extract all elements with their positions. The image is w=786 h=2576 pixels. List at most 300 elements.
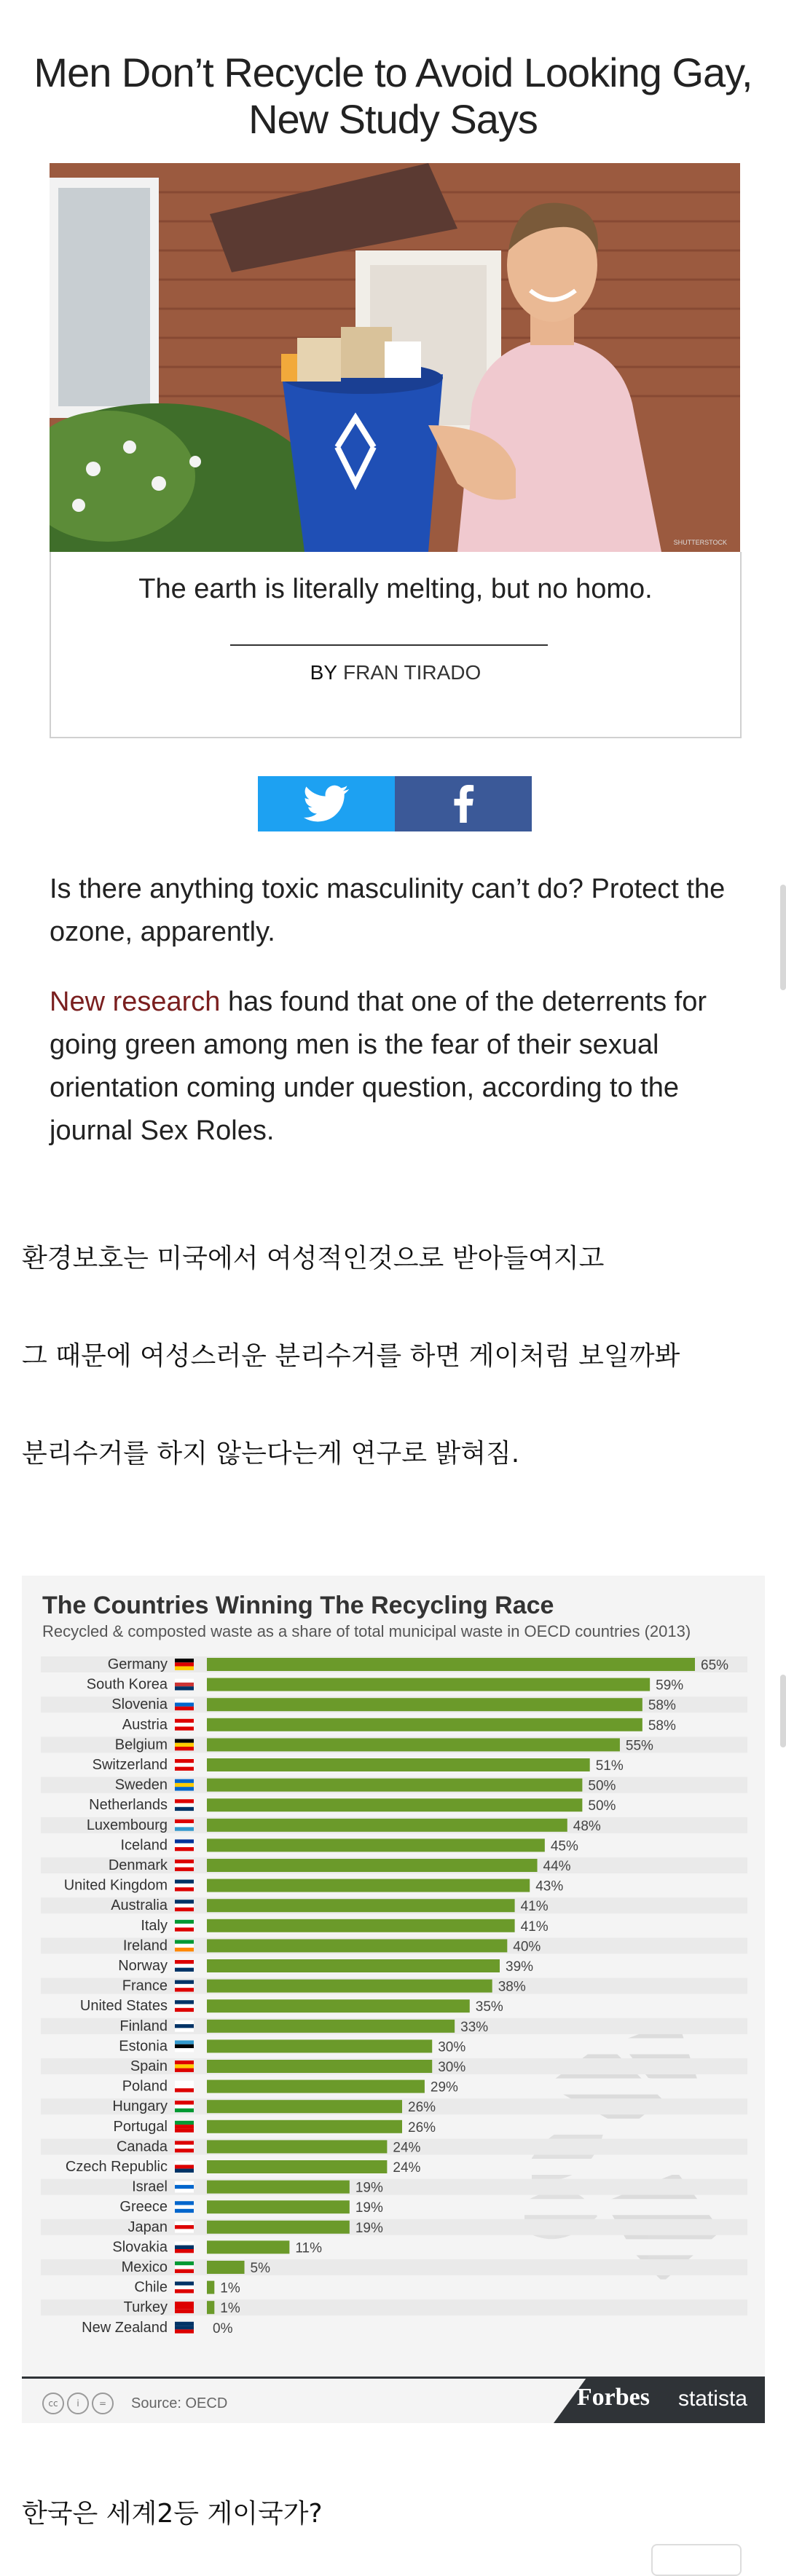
flag-stripe	[175, 2088, 194, 2092]
chart-value-label: 45%	[550, 1838, 578, 1854]
chart-value-label: 0%	[213, 2320, 233, 2336]
flag-stripe	[175, 1968, 194, 1972]
chart-value-label: 58%	[648, 1718, 676, 1734]
article-paragraph-2	[50, 981, 742, 1153]
country-flag-icon	[175, 1679, 194, 1691]
chart-bar	[207, 1678, 650, 1691]
flag-stripe	[175, 2004, 194, 2008]
flag-stripe	[175, 1807, 194, 1811]
chart-row	[41, 1998, 747, 2015]
chart-bar	[207, 1899, 515, 1912]
chart-category-label: Denmark	[108, 1857, 168, 1873]
flag-stripe	[175, 2064, 194, 2068]
flag-stripe	[175, 1868, 194, 1871]
country-flag-icon	[175, 1699, 194, 1710]
chart-category-label: Turkey	[123, 2299, 168, 2316]
flag-stripe	[175, 1920, 194, 1924]
comment-line-3: 분리수거를 하지 않는다는게 연구로 밝혀짐.	[22, 1439, 520, 1469]
chart-bar	[207, 2080, 425, 2093]
country-flag-icon	[175, 1779, 194, 1791]
country-flag-icon	[175, 2061, 194, 2072]
chart-bar	[207, 2020, 455, 2033]
chart-row	[41, 1817, 747, 1834]
flag-stripe	[175, 1779, 194, 1783]
flag-stripe	[175, 2225, 194, 2229]
chart-category-label: Germany	[107, 1656, 168, 1672]
flag-stripe	[175, 1908, 194, 1911]
flag-stripe	[175, 2201, 194, 2205]
byline-prefix: BY	[310, 661, 338, 684]
chart-row	[41, 1958, 747, 1975]
flag-stripe	[175, 2261, 194, 2265]
chart-category-label: Luxembourg	[86, 1817, 168, 1833]
flag-stripe	[175, 1763, 194, 1766]
chart-row	[41, 1857, 747, 1874]
chart-row	[41, 2159, 747, 2176]
flag-stripe	[175, 1659, 194, 1662]
country-flag-icon	[175, 1739, 194, 1750]
flag-stripe	[175, 1904, 194, 1908]
flag-stripe	[175, 1723, 194, 1726]
flag-stripe	[175, 2121, 194, 2125]
chart-value-label: 11%	[295, 2240, 323, 2256]
chart-value-label: 33%	[460, 2019, 489, 2035]
flag-stripe	[175, 2020, 194, 2024]
scroll-indicator-2[interactable]	[780, 1675, 786, 1747]
flag-stripe	[175, 2265, 194, 2269]
chart-bar	[207, 1718, 642, 1731]
flag-stripe	[175, 2149, 194, 2152]
flag-stripe	[175, 1699, 194, 1702]
chart-row	[41, 2259, 747, 2276]
flag-stripe	[175, 2289, 194, 2293]
chart-bar	[207, 1838, 545, 1852]
country-flag-icon	[175, 1960, 194, 1972]
flag-stripe	[175, 1924, 194, 1927]
facebook-share-button[interactable]	[395, 776, 532, 831]
flag-stripe	[175, 2105, 194, 2109]
chart-category-label: Slovakia	[112, 2239, 168, 2256]
chart-category-label: Mexico	[121, 2259, 168, 2275]
chart-row	[41, 2280, 747, 2296]
chart-bar	[207, 1658, 695, 1671]
flag-stripe	[175, 2326, 194, 2329]
chart-value-label: 48%	[573, 1818, 601, 1834]
flag-stripe	[175, 2169, 194, 2173]
chart-value-label: 50%	[588, 1798, 616, 1814]
chart-row	[41, 2119, 747, 2136]
flag-stripe	[175, 2024, 194, 2028]
chart-row	[41, 2018, 747, 2035]
flag-stripe	[175, 1900, 194, 1903]
chart-subtitle: Recycled & composted waste as a share of total municipal waste in OECD countries (2013)	[42, 1622, 691, 1640]
chart-row	[41, 1978, 747, 1995]
country-flag-icon	[175, 1900, 194, 1911]
chart-category-label: Finland	[119, 2018, 168, 2034]
country-flag-icon	[175, 2322, 194, 2334]
chart-bar	[207, 2120, 402, 2133]
chart-source: Source: OECD	[131, 2395, 228, 2411]
chart-row	[41, 2219, 747, 2236]
flag-stripe	[175, 1827, 194, 1830]
comment-line-2: 그 때문에 여성스러운 분리수거를 하면 게이처럼 보일까봐	[22, 1341, 680, 1371]
chart-bar	[207, 1738, 620, 1751]
flag-stripe	[175, 1667, 194, 1670]
chart-bar	[207, 1939, 507, 1952]
chart-bar	[207, 1919, 515, 1932]
flag-stripe	[175, 1767, 194, 1771]
chart-row	[41, 1777, 747, 1794]
chart-value-label: 1%	[220, 2280, 240, 2296]
chart-category-label: United States	[79, 1998, 168, 2015]
chart-bar	[207, 1758, 590, 1771]
flag-stripe	[175, 2048, 194, 2052]
chart-row	[41, 1737, 747, 1753]
scroll-indicator[interactable]	[780, 885, 786, 990]
chart-category-label: Sweden	[114, 1777, 168, 1793]
flag-stripe	[175, 2221, 194, 2225]
country-flag-icon	[175, 1759, 194, 1771]
chart-title: The Countries Winning The Recycling Race	[42, 1592, 554, 1619]
country-flag-icon	[175, 1860, 194, 1871]
chart-category-label: Austria	[122, 1716, 168, 1733]
no-derivatives-icon: =	[92, 2393, 114, 2414]
chart-row	[41, 1797, 747, 1814]
chart-row	[41, 2299, 747, 2316]
flag-stripe	[175, 1860, 194, 1863]
flag-stripe	[175, 2302, 194, 2305]
flag-stripe	[175, 1884, 194, 1887]
chart-bar	[207, 2039, 432, 2052]
flag-stripe	[175, 1719, 194, 1723]
chart-value-label: 58%	[648, 1698, 676, 1714]
byline	[51, 661, 740, 684]
flag-stripe	[175, 2245, 194, 2249]
flag-stripe	[175, 2165, 194, 2168]
flag-stripe	[175, 1799, 194, 1803]
chart-row	[41, 1918, 747, 1935]
chart-value-label: 51%	[595, 1758, 624, 1774]
country-flag-icon	[175, 2282, 194, 2293]
chart-row	[41, 2199, 747, 2216]
chart-value-label: 38%	[498, 1979, 526, 1995]
flag-stripe	[175, 1662, 194, 1666]
chart-category-label: Netherlands	[89, 1797, 168, 1814]
more-button[interactable]	[651, 2544, 742, 2576]
twitter-bird-icon	[303, 785, 350, 823]
flag-stripe	[175, 1980, 194, 1984]
chart-value-label: 19%	[355, 2200, 383, 2216]
chart-bar	[207, 2221, 350, 2234]
chart-category-label: Canada	[116, 2138, 168, 2155]
flag-stripe	[175, 2185, 194, 2189]
flag-stripe	[175, 2285, 194, 2289]
flag-stripe	[175, 2040, 194, 2044]
chart-row	[41, 1837, 747, 1854]
chart-row	[41, 2239, 747, 2256]
byline-divider	[230, 644, 548, 646]
chart-category-label: United Kingdom	[63, 1877, 168, 1894]
flag-stripe	[175, 1863, 194, 1867]
flag-stripe	[175, 2306, 194, 2310]
new-research-link[interactable]: New research	[50, 987, 221, 1017]
flag-stripe	[175, 1844, 194, 1847]
country-flag-icon	[175, 1839, 194, 1851]
flag-stripe	[175, 2141, 194, 2144]
chart-bar	[207, 2261, 245, 2274]
flag-stripe	[175, 2008, 194, 2012]
flag-stripe	[175, 2109, 194, 2112]
country-flag-icon	[175, 2121, 194, 2133]
chart-category-label: Belgium	[114, 1737, 168, 1753]
country-flag-icon	[175, 2101, 194, 2112]
country-flag-icon	[175, 2221, 194, 2233]
flag-stripe	[175, 1787, 194, 1790]
flag-stripe	[175, 1679, 194, 1683]
chart-bar	[207, 2200, 350, 2213]
chart-bar	[207, 1959, 500, 1972]
chart-value-label: 29%	[430, 2079, 458, 2095]
chart-value-label: 43%	[535, 1878, 564, 1895]
chart-value-label: 59%	[656, 1678, 684, 1694]
chart-value-label: 26%	[408, 2119, 436, 2136]
flag-stripe	[175, 1703, 194, 1707]
flag-stripe	[175, 1743, 194, 1747]
flag-stripe	[175, 1964, 194, 1967]
flag-stripe	[175, 2044, 194, 2048]
flag-stripe	[175, 2229, 194, 2232]
chart-bar	[207, 2240, 289, 2253]
chart-value-label: 24%	[393, 2160, 421, 2176]
chart-row	[41, 1878, 747, 1895]
article-subhead: The earth is literally melting, but no homo.	[138, 574, 653, 604]
country-flag-icon	[175, 1980, 194, 1992]
flag-stripe	[175, 1683, 194, 1686]
country-flag-icon	[175, 1920, 194, 1932]
chart-category-label: Israel	[132, 2178, 168, 2195]
flag-stripe	[175, 1707, 194, 1710]
country-flag-icon	[175, 1880, 194, 1892]
flag-stripe	[175, 2310, 194, 2313]
article-headline	[0, 50, 786, 143]
flag-stripe	[175, 1820, 194, 1823]
chart-value-label: 30%	[438, 2060, 466, 2075]
country-flag-icon	[175, 2302, 194, 2313]
flag-stripe	[175, 1927, 194, 1931]
chart-row	[41, 2079, 747, 2095]
chart-row	[41, 1696, 747, 1713]
chart-bar	[207, 2181, 350, 2194]
chart-bar	[207, 2301, 214, 2314]
chart-row	[41, 2320, 747, 2336]
country-flag-icon	[175, 1820, 194, 1831]
country-flag-icon	[175, 2000, 194, 2012]
chart-value-label: 41%	[520, 1899, 549, 1915]
chart-row	[41, 1677, 747, 1694]
country-flag-icon	[175, 2040, 194, 2052]
chart-row	[41, 2179, 747, 2196]
headline-line-2: New Study Says	[248, 96, 538, 142]
chart-bar	[207, 2140, 387, 2153]
flag-stripe	[175, 1960, 194, 1964]
flag-stripe	[175, 1887, 194, 1891]
country-flag-icon	[175, 1940, 194, 1951]
chart-value-label: 44%	[543, 1859, 571, 1874]
chart-category-label: Iceland	[120, 1837, 168, 1854]
chart-bar	[207, 2100, 402, 2113]
chart-value-label: 24%	[393, 2140, 421, 2156]
flag-stripe	[175, 2329, 194, 2333]
chart-category-label: Ireland	[122, 1937, 168, 1954]
chart-category-label: France	[122, 1978, 168, 1994]
chart-value-label: 40%	[513, 1939, 541, 1955]
flag-stripe	[175, 2125, 194, 2128]
comment-line-1: 환경보호는 미국에서 여성적인것으로 받아들여지고	[22, 1244, 605, 1273]
author-name[interactable]: FRAN TIRADO	[343, 661, 482, 684]
chart-footer	[22, 2377, 765, 2423]
country-flag-icon	[175, 2181, 194, 2193]
flag-stripe	[175, 2209, 194, 2213]
chart-category-label: New Zealand	[82, 2319, 168, 2336]
chart-plot	[22, 1576, 765, 2377]
flag-stripe	[175, 2249, 194, 2253]
chart-value-label: 39%	[506, 1959, 534, 1975]
flag-stripe	[175, 2101, 194, 2104]
flag-stripe	[175, 2181, 194, 2185]
chart-row	[41, 2058, 747, 2075]
chart-bar	[207, 1698, 642, 1711]
chart-row	[41, 1717, 747, 1734]
comment-line-4: 한국은 세계2등 게이국가?	[22, 2499, 323, 2529]
flag-stripe	[175, 2322, 194, 2326]
chart-value-label: 30%	[438, 2039, 466, 2055]
chart-category-label: Slovenia	[111, 1696, 168, 1713]
chart-bar	[207, 1859, 538, 1872]
article-paragraph-1: Is there anything toxic masculinity can’t do? Protect the ozone, apparently.	[50, 874, 726, 947]
country-flag-icon	[175, 1659, 194, 1670]
country-flag-icon	[175, 1719, 194, 1731]
chart-category-label: South Korea	[86, 1676, 168, 1693]
flag-stripe	[175, 2282, 194, 2285]
flag-stripe	[175, 1726, 194, 1730]
chart-category-label: Switzerland	[92, 1757, 168, 1773]
country-flag-icon	[175, 2081, 194, 2093]
country-flag-icon	[175, 2161, 194, 2173]
flag-stripe	[175, 1948, 194, 1951]
flag-stripe	[175, 2189, 194, 2192]
recycling-chart	[22, 1576, 765, 2423]
chart-category-label: Greece	[119, 2199, 168, 2216]
country-flag-icon	[175, 2241, 194, 2253]
flag-stripe	[175, 1759, 194, 1763]
chart-bar	[207, 1980, 492, 1993]
chart-row	[41, 1897, 747, 1914]
flag-stripe	[175, 2028, 194, 2031]
flag-stripe	[175, 1803, 194, 1807]
flag-stripe	[175, 2085, 194, 2088]
chart-category-label: Czech Republic	[65, 2159, 168, 2175]
flag-stripe	[175, 1847, 194, 1851]
twitter-share-button[interactable]	[258, 776, 395, 831]
chart-bar	[207, 1999, 470, 2012]
flag-stripe	[175, 1747, 194, 1750]
flag-stripe	[175, 2069, 194, 2072]
chart-category-label: Spain	[130, 2058, 168, 2074]
paragraph-2-text: has found that one of the deterrents for going green among men is the fear of their sexual orientation coming under question, according to the journal Sex Roles.	[50, 987, 707, 1146]
flag-stripe	[175, 2145, 194, 2149]
chart-bar	[207, 1779, 582, 1792]
caption-card	[50, 552, 742, 738]
chart-row	[41, 1937, 747, 1954]
chart-bar	[207, 1798, 582, 1812]
flag-stripe	[175, 1988, 194, 1991]
chart-value-label: 35%	[475, 1999, 503, 2015]
chart-category-label: Poland	[122, 2078, 168, 2095]
chart-value-label: 55%	[625, 1738, 653, 1754]
cc-license-icon: cc	[42, 2393, 64, 2414]
chart-bar	[207, 1879, 530, 1892]
flag-stripe	[175, 1940, 194, 1943]
facebook-f-icon	[452, 785, 474, 823]
flag-stripe	[175, 1783, 194, 1787]
chart-row	[41, 1757, 747, 1774]
country-flag-icon	[175, 1799, 194, 1811]
attribution-icon: i	[67, 2393, 89, 2414]
photo-credit: SHUTTERSTOCK	[673, 539, 727, 546]
flag-stripe	[175, 2061, 194, 2064]
chart-category-label: Italy	[141, 1917, 168, 1934]
flag-stripe	[175, 1739, 194, 1742]
flag-stripe	[175, 1823, 194, 1827]
chart-bar	[207, 2060, 432, 2073]
flag-stripe	[175, 1839, 194, 1843]
chart-bar	[207, 2281, 214, 2294]
flag-stripe	[175, 2000, 194, 2004]
chart-value-label: 19%	[355, 2180, 383, 2196]
chart-value-label: 41%	[520, 1919, 549, 1935]
chart-row	[41, 2098, 747, 2115]
chart-category-label: Portugal	[113, 2118, 168, 2135]
flag-stripe	[175, 2241, 194, 2245]
chart-value-label: 19%	[355, 2220, 383, 2236]
hero-photo-illustration	[50, 163, 740, 552]
flag-stripe	[175, 1880, 194, 1884]
headline-line-1: Men Don’t Recycle to Avoid Looking Gay,	[34, 50, 752, 95]
chart-category-label: Chile	[134, 2279, 168, 2296]
flag-stripe	[175, 2161, 194, 2165]
flag-stripe	[175, 1944, 194, 1948]
chart-value-label: 26%	[408, 2100, 436, 2116]
flag-stripe	[175, 2205, 194, 2209]
chart-row	[41, 2138, 747, 2155]
flag-stripe	[175, 1984, 194, 1988]
chart-category-label: Australia	[111, 1897, 168, 1914]
statista-logo: statista	[677, 2387, 747, 2411]
chart-bar	[207, 2160, 387, 2173]
chart-bar	[207, 1819, 567, 1832]
chart-value-label: 5%	[250, 2261, 271, 2276]
country-flag-icon	[175, 2020, 194, 2032]
flag-stripe	[175, 1686, 194, 1690]
hero-photo	[50, 163, 740, 552]
chart-category-label: Hungary	[112, 2098, 168, 2115]
forbes-logo: Forbes	[576, 2384, 650, 2411]
chart-category-label: Norway	[118, 1958, 168, 1974]
chart-row	[41, 1656, 747, 1673]
chart-category-label: Estonia	[119, 2038, 168, 2055]
country-flag-icon	[175, 2261, 194, 2273]
chart-value-label: 1%	[220, 2301, 240, 2317]
